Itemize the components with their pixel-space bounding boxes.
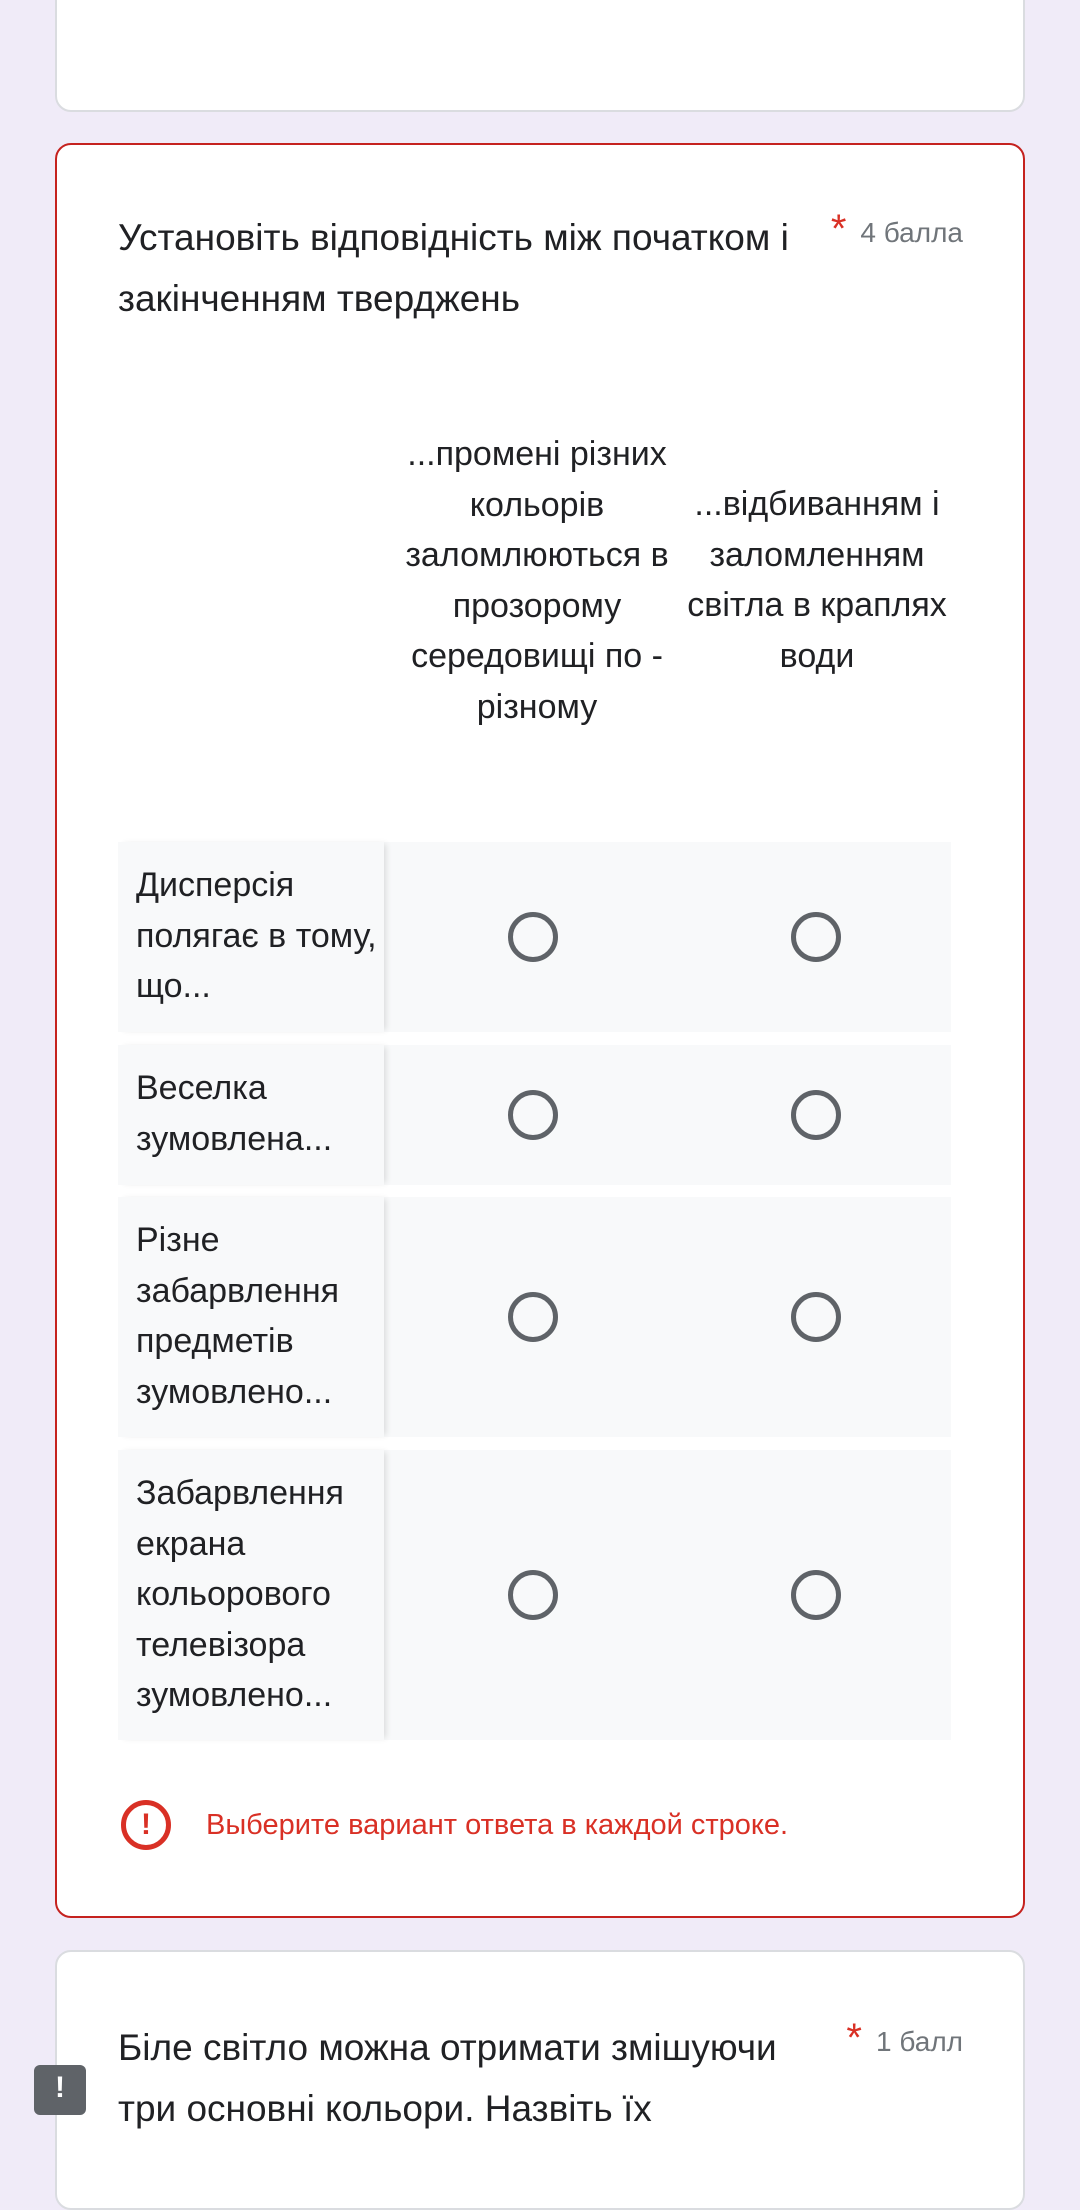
column-header-2 [677,479,957,681]
question-meta [846,2016,963,2062]
grid-radio-row4-col2[interactable] [791,1570,841,1620]
grid-question-card [55,143,1025,1918]
question-title: Установіть відповідність між початком і закінченням тверджень [118,217,789,319]
column-header-1: ...промені різних кольорів заломлюються в прозорому середовищі по - різному [405,435,669,726]
question-meta [830,207,963,253]
row-label: Дисперсія полягає в тому, що... [136,866,377,1005]
points-label: 1 балл [876,2026,963,2057]
row-label: Веселка зумовлена... [136,1069,333,1158]
required-asterisk: * [846,2016,862,2060]
row-label-cell [118,842,384,1032]
exclamation-circle-icon: ! [121,1800,171,1850]
points-label: 4 балла [860,217,963,248]
row-label-cell [118,1197,384,1437]
grid-row [118,1045,951,1185]
row-label: Різне забарвлення предметів зумовлено... [136,1221,340,1411]
grid-radio-row3-col2[interactable] [791,1292,841,1342]
grid-radio-row1-col1[interactable] [508,912,558,962]
grid-radio-row2-col1[interactable] [508,1090,558,1140]
required-asterisk: * [830,207,847,251]
grid-row [118,842,951,1032]
validation-error [121,1800,788,1850]
grid-row [118,1197,951,1437]
row-label-cell [118,1450,384,1740]
error-message: Выберите вариант ответа в каждой строке. [206,1808,789,1841]
column-header-2-text: ...відбиванням і заломленням світла в краплях води [687,485,947,675]
grid-radio-row4-col1[interactable] [508,1570,558,1620]
row-label-cell [118,1045,384,1185]
grid-radio-row3-col1[interactable] [508,1292,558,1342]
grid-row [118,1450,951,1740]
grid-radio-row1-col2[interactable] [791,912,841,962]
row-label: Забарвлення екрана кольорового телевізора зумовлено... [136,1474,344,1714]
question-title: Біле світло можна отримати змішуючи три основні кольори. Назвіть їх [118,2027,777,2129]
previous-question-card [55,0,1025,112]
grid-radio-row2-col2[interactable] [791,1090,841,1140]
report-problem-icon[interactable]: ! [34,2065,86,2115]
next-question-card [55,1950,1025,2210]
